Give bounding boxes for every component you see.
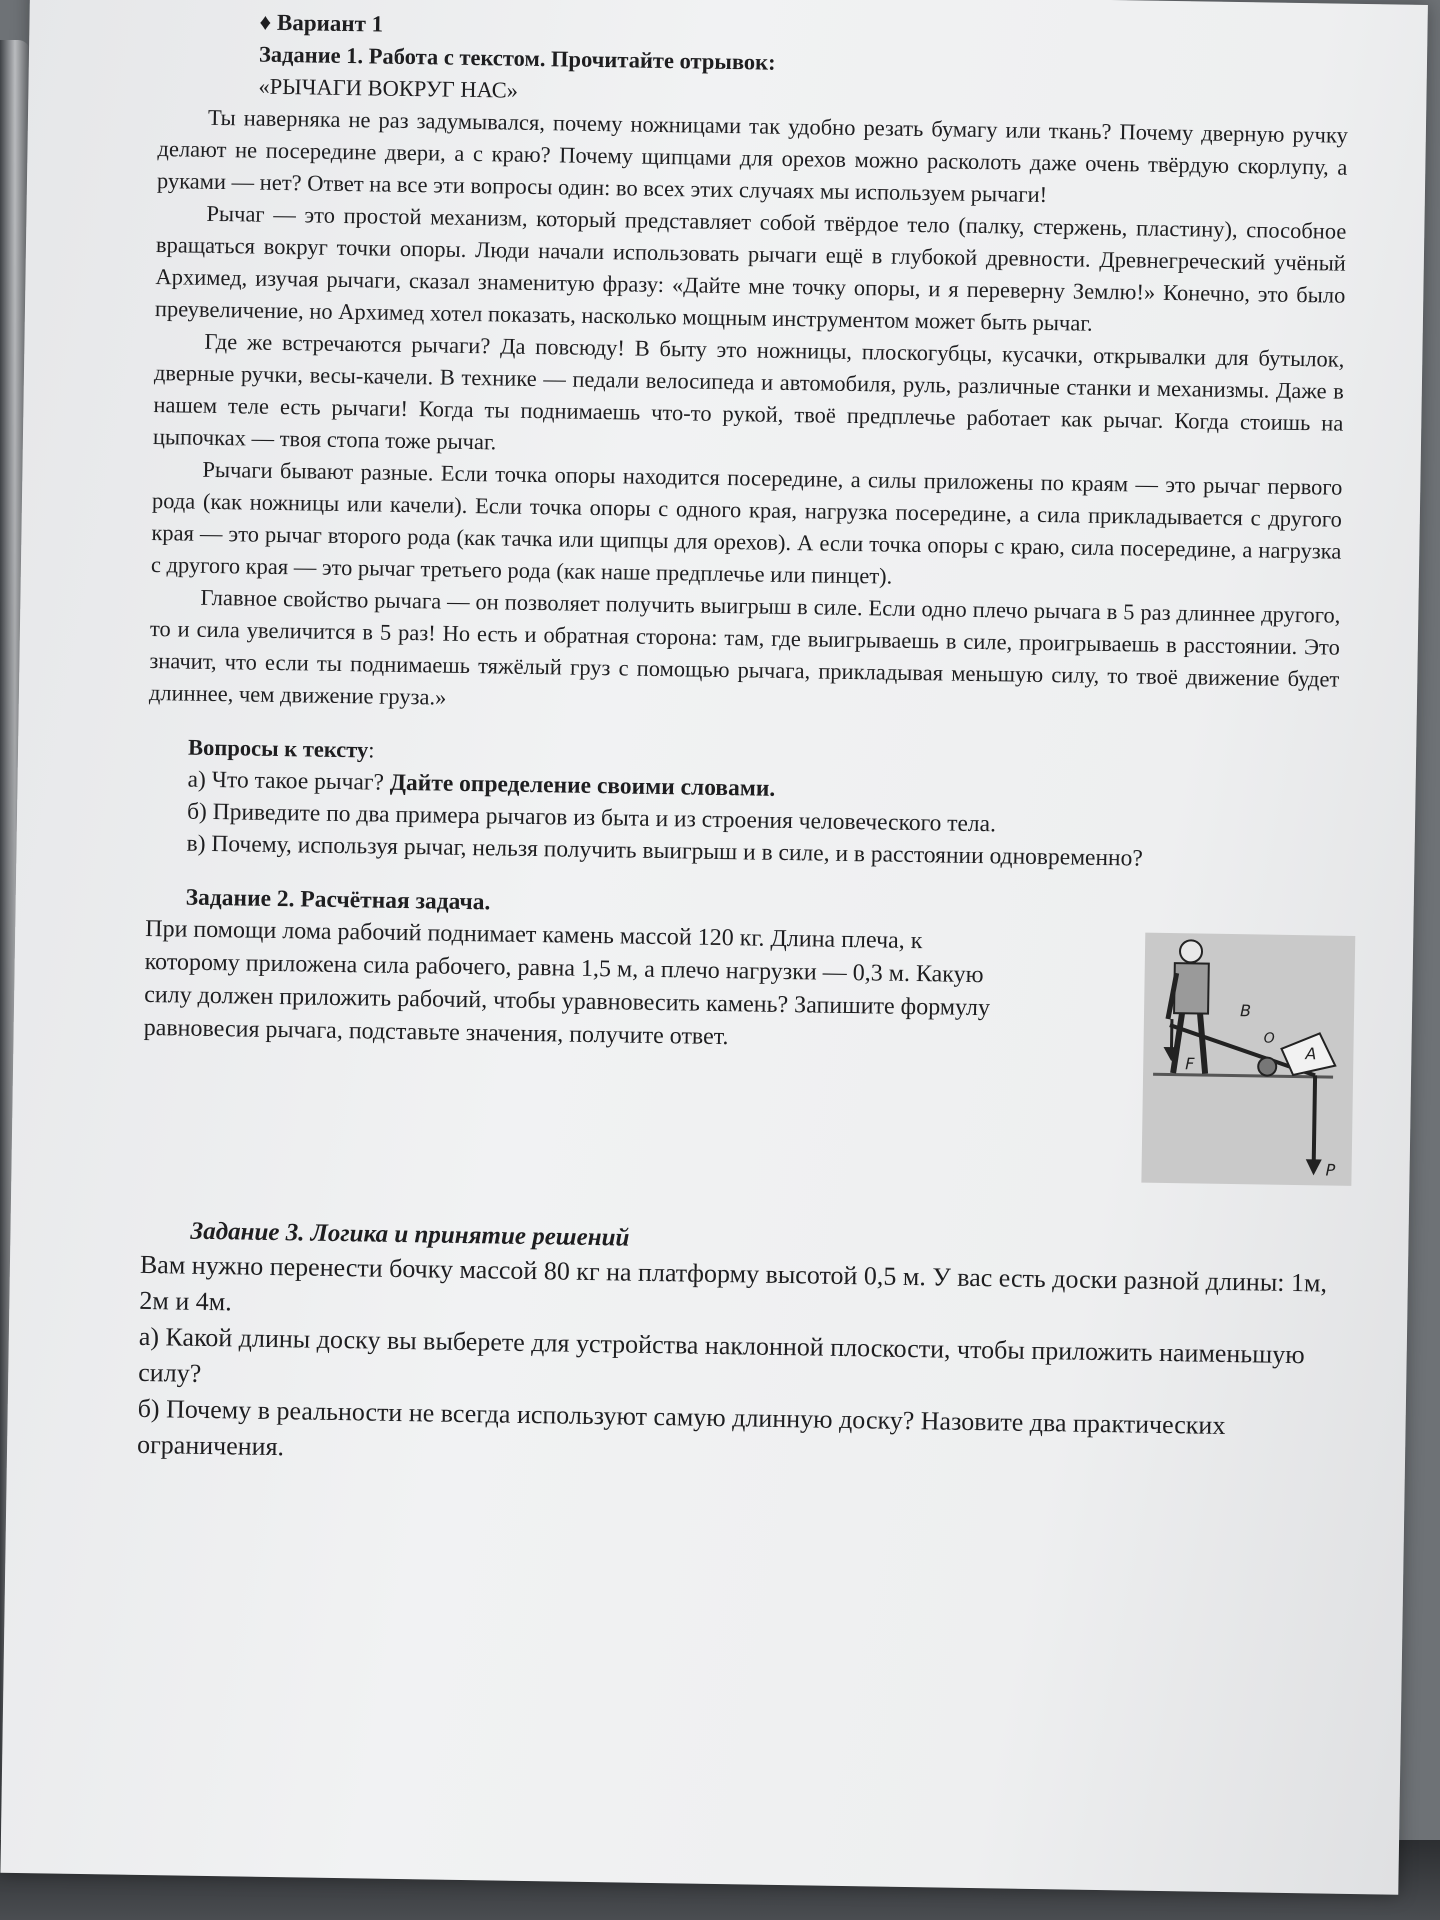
worker-head <box>1180 940 1202 962</box>
label-a: A <box>1305 1044 1317 1064</box>
task3-question-a: а) Какой длины доску вы выберете для устройства наклонной плоскости, чтобы приложить наименьшую силу? <box>138 1321 1305 1388</box>
variant-heading: ♦ Вариант 1 <box>259 9 384 37</box>
task3-block <box>137 1215 1331 1482</box>
task3-title: Задание 3. Логика и принятие решений <box>190 1217 630 1252</box>
questions-block <box>186 732 1338 878</box>
lever-crowbar-figure <box>1141 933 1355 1186</box>
weight-p-arrow <box>1314 1075 1315 1163</box>
story-paragraph: Рычаг — это простой механизм, который представляет собой твёрдое тело (палку, стержень, пластину), способное вращаться вокруг точки опоры. Люди начали использовать рычаги ещё в глубокой древности. Древнегреческий учёный Архимед, изучая рычаги, сказал знаменитую фразу: «Дайте мне точку опоры, и я переверну Землю!» Конечно, это было преувеличение, но Архимед хотел показать, насколько мощным инструментом может быть рычаг. <box>154 200 1347 336</box>
force-f-arrow <box>1171 1019 1172 1051</box>
task3-question-b: б) Почему в реальности не всегда используют самую длинную доску? Назовите два практических ограничения. <box>136 1393 1226 1462</box>
question-c: в) Почему, используя рычаг, нельзя получить выигрыш и в силе, и в расстоянии одновременно? <box>186 830 1144 872</box>
label-o: O <box>1263 1030 1275 1047</box>
task1-title: Задание 1. Работа с текстом. Прочитайте отрывок: <box>258 41 776 75</box>
story-paragraph: Ты наверняка не раз задумывался, почему ножницами так удобно резать бумагу или ткань? Почему дверную ручку делают не посередине двери, а с краю? Почему щипцами для орехов можно расколоть даже очень твёрдую скорлупу, а руками — нет? Ответ на все эти вопросы один: во всех этих случаях мы используем рычаги! <box>156 104 1349 208</box>
task2-text: При помощи лома рабочий поднимает камень массой 120 кг. Длина плеча, к которому приложена сила рабочего, равна 1,5 м, а плечо нагрузки — 0,3 м. Какую силу должен приложить рабочий, чтобы уравновесить камень? Запишите формулу равновесия рычага, подставьте значения, получите ответ. <box>143 915 991 1051</box>
story-title: «РЫЧАГИ ВОКРУГ НАС» <box>258 73 519 103</box>
lever-illustration <box>1141 933 1355 1186</box>
label-p: P <box>1325 1160 1336 1180</box>
task3-intro: Вам нужно перенести бочку массой 80 кг на платформу высотой 0,5 м. У вас есть доски разной длины: 1м, 2м и 4м. <box>139 1249 1328 1317</box>
worksheet-content <box>137 5 1350 1482</box>
label-b: B <box>1239 1001 1252 1021</box>
fulcrum-o <box>1258 1057 1276 1075</box>
label-f: F <box>1185 1054 1195 1074</box>
questions-heading-colon: : <box>368 737 375 763</box>
worker-leg <box>1199 1014 1206 1074</box>
question-a-emphasis: Дайте определение своими словами. <box>389 769 776 802</box>
story-paragraph: Главное свойство рычага — он позволяет получить выигрыш в силе. Если одно плечо рычага в 5 раз длиннее другого, то и сила увеличится в 5 раз! Но есть и обратная сторона: там, где выигрываешь в силе, проигрываешь в расстоянии. Это значит, что если ты поднимаешь тяжёлый груз с помощью рычага, прикладывая меньшую силу, то твоё движение будет длиннее, чем движение груза.» <box>148 584 1341 710</box>
story-paragraph: Рычаги бывают разные. Если точка опоры находится посередине, а силы приложены по краям — это рычаг первого рода (как ножницы или качели). Если точка опоры с одного края, нагрузка посередине, а сила прикладывается с другого края — это рычаг второго рода (как тачка или щипцы для орехов). А если точка опоры с краю, сила посередине, а нагрузка с другого края — это рычаг третьего рода (как наше предплечье или пинцет). <box>150 456 1343 589</box>
task2-title: Задание 2. Расчётная задача. <box>185 884 491 916</box>
task2-block <box>143 881 1336 1180</box>
weight-p-arrowhead <box>1306 1159 1322 1175</box>
question-a-text: а) Что такое рычаг? <box>187 766 391 796</box>
questions-heading-text: Вопросы к тексту <box>187 734 369 763</box>
worker-body <box>1174 963 1209 1014</box>
story-paragraph: Где же встречаются рычаги? Да повсюду! В быту это ножницы, плоскогубцы, кусачки, открывалки для бутылок, дверные ручки, весы-качели. В технике — педали велосипеда и автомобиля, руль, различные станки и механизмы. Даже в нашем теле есть рычаги! Когда ты поднимаешь что-то рукой, твоё предплечье работает как рычаг. Когда стоишь на цыпочках — твоя стопа тоже рычаг. <box>152 328 1345 455</box>
worker-leg <box>1173 1013 1182 1073</box>
question-b: б) Приведите по два примера рычагов из быта и из строения человеческого тела. <box>186 798 997 838</box>
